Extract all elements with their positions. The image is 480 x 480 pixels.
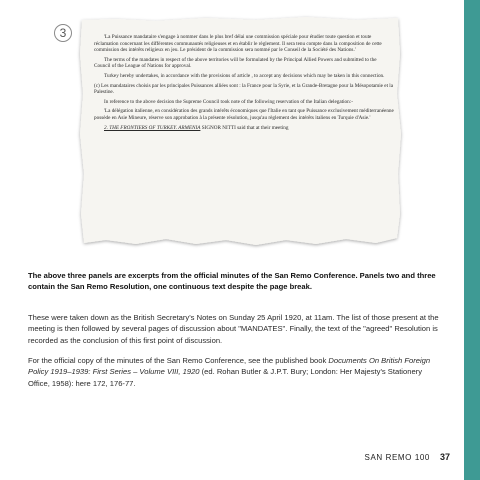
- paragraph-2-before: For the official copy of the minutes of the San Remo Conference, see the published book: [28, 356, 329, 365]
- clipping-paragraph: In reference to the above decision the Supreme Council took note of the following reservation of the Italian delegation:-: [104, 98, 353, 105]
- clipping-paragraph: Turkey hereby undertakes, in accordance with the provisions of article , to accept any decisions which may be taken in this connection.: [104, 72, 385, 79]
- body-paragraph-2: [28, 355, 440, 389]
- paragraph-2-after: (ed. Rohan Butler & J.P.T. Bury; London: Her Majesty's Stationery Office, 1958): here 172, 176-77.: [28, 367, 422, 388]
- footer-label: SAN REMO 100: [364, 453, 430, 462]
- clipping-last-line-rest: SIGNOR NITTI said that at their meeting: [200, 124, 289, 131]
- panel-number-badge: 3: [54, 24, 72, 42]
- clipping-paragraph: 'La Puissance mandataire s'engage à nommer dans le plus bref délai une commission spéciale pour étudier toute question et toute réclamation concernant les différentes communautés religieuses et en établir le règlement. Il sera tenu compte dans la composition de cette commission des intérêts religieux en jeu. Le président de la commission sera nommé par le Conseil de la Société des Nations.': [94, 34, 382, 54]
- clipping-text: [94, 34, 394, 240]
- document-clipping: [76, 14, 406, 250]
- clipping-paragraph: (c) Les mandataires choisis par les principales Puissances alliées sont : la France pour la Syrie, et la Grande-Bretagne pour la Mésopotamie et la Palestine.: [94, 82, 394, 96]
- clipping-paragraph: 'La délégation italienne, en considération des grands intérêts économiques que l'Italie en tant que Puissance exclusivement méditerranéenne possède en Asie Mineure, réserve son approbation à la présente résolution, jusqu'au règlement des intérêts italiens en Turquie d'Asie.': [94, 108, 394, 121]
- page-footer: [365, 452, 450, 462]
- clipping-last-line: [94, 125, 394, 132]
- book-title: Documents On British Foreign Policy 1919–1939: First Series – Volume VIII, 1920: [28, 356, 431, 377]
- body-paragraph-1: These were taken down as the British Secretary's Notes on Sunday 25 April 1920, at 11am. The list of those present at the meeting is then followed by several pages of discussion about "MANDATES". Finally, the text of the "agreed" Resolution is recorded as the conclusion of this first point of discussion.: [28, 313, 439, 345]
- page-number: 37: [439, 452, 450, 462]
- clipping-paragraph: The terms of the mandates in respect of the above territories will be formulated by the Principal Allied Powers and submitted to the Council of the League of Nations for approval.: [94, 56, 377, 70]
- clipping-heading-underlined: 2. THE FRONTIERS OF TURKEY. ARMENIA: [104, 124, 201, 131]
- accent-side-bar: [464, 0, 480, 480]
- caption-text: The above three panels are excerpts from the official minutes of the San Remo Conference. Panels two and three contain the San Remo Resolution, one continuous text despite the page break.: [28, 271, 436, 291]
